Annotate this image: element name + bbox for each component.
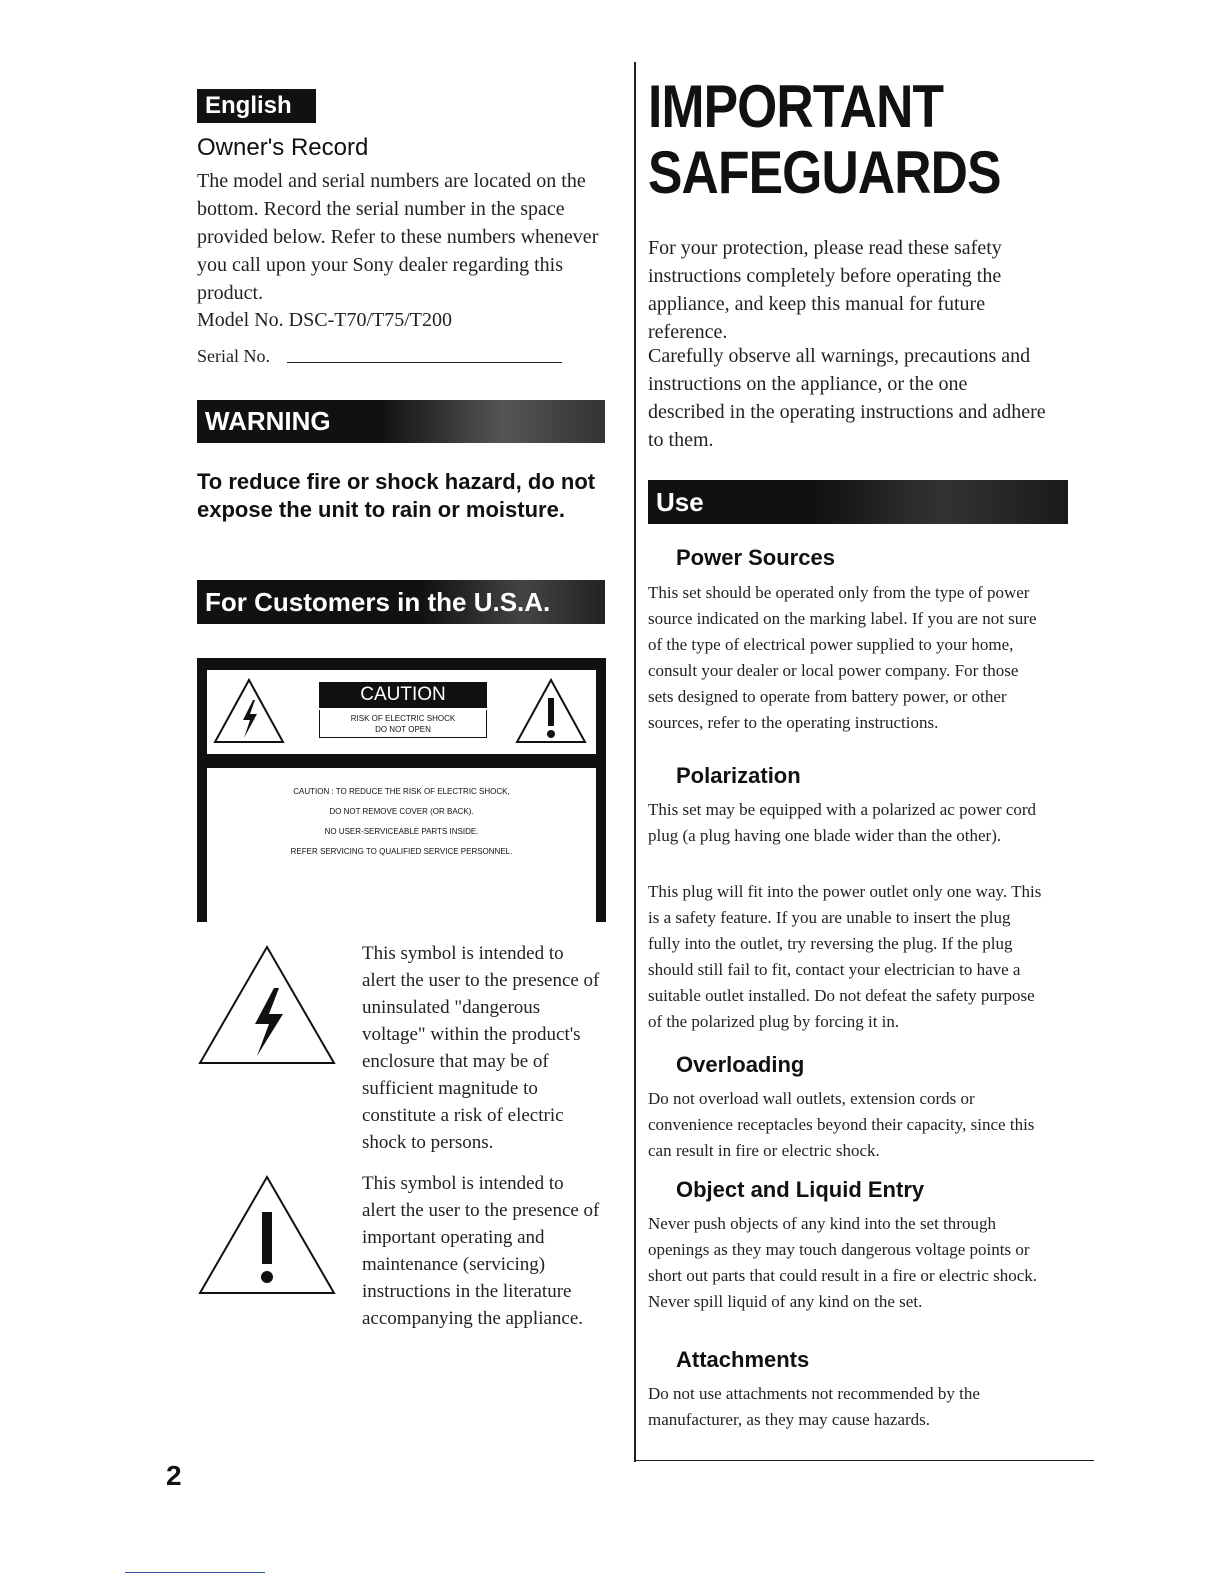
use-tag-label: Use xyxy=(656,486,704,517)
column-divider xyxy=(634,62,636,1462)
exclamation-triangle-icon xyxy=(197,1174,337,1296)
section-heading-polarization: Polarization xyxy=(676,763,801,788)
section-body-polarization-2: This plug will fit into the power outlet only one way. This is a safety feature. If you are unable to insert the plug fully into the outlet, try reversing the plug. If the plug should still fail to fit, contact your electrician to have a suitable outlet installed. Do not defeat the safety purpose of the polarized plug by forcing it in. xyxy=(648,882,1042,1031)
warning-tag xyxy=(197,400,605,443)
serial-blank-line xyxy=(287,362,562,363)
section-body-power-sources: This set should be operated only from the type of power source indicated on the marking label. If you are not sure of the type of electrical power supplied to your home, consult your dealer or local power company. For those sets designed to operate from battery power, or other sources, refer to the operating instructions. xyxy=(648,583,1037,732)
model-number: Model No. DSC-T70/T75/T200 xyxy=(197,309,452,331)
caution-sub xyxy=(319,710,487,738)
caution-note: NO USER-SERVICEABLE PARTS INSIDE. xyxy=(324,827,479,836)
caution-label-box xyxy=(197,658,606,922)
caution-notes xyxy=(207,768,596,922)
caution-note: REFER SERVICING TO QUALIFIED SERVICE PERSONNEL. xyxy=(290,847,513,856)
title-line1: IMPORTANT xyxy=(648,73,944,140)
intro-paragraph-1: For your protection, please read these safety instructions completely before operating the appliance, and keep this manual for future reference. xyxy=(648,237,1002,343)
title-line2: SAFEGUARDS xyxy=(648,139,1001,206)
usa-tag-label: For Customers in the U.S.A. xyxy=(205,586,551,617)
exclamation-triangle-icon xyxy=(515,676,587,746)
intro-paragraph-2: Carefully observe all warnings, precautions and instructions on the appliance, or the one described in the operating instructions and adhere to them. xyxy=(648,345,1046,451)
language-tag-label: English xyxy=(205,92,292,119)
section-body-overloading: Do not overload wall outlets, extension cords or convenience receptacles beyond their capacity, since this can result in fire or electric shock. xyxy=(648,1089,1035,1160)
caution-note: CAUTION : TO REDUCE THE RISK OF ELECTRIC SHOCK, xyxy=(293,787,510,796)
footer-underline xyxy=(125,1572,265,1573)
lightning-triangle-icon xyxy=(213,676,285,746)
caution-note: DO NOT REMOVE COVER (OR BACK). xyxy=(329,807,474,816)
caution-sub-line1: RISK OF ELECTRIC SHOCK xyxy=(350,714,456,723)
section-heading-power-sources: Power Sources xyxy=(676,545,835,570)
section-body-polarization: This set may be equipped with a polarized ac power cord plug (a plug having one blade wider than the other). xyxy=(648,800,1037,845)
warning-tag-label: WARNING xyxy=(205,406,331,436)
warning-text: To reduce fire or shock hazard, do not expose the unit to rain or moisture. xyxy=(197,469,596,522)
bottom-rule xyxy=(634,1460,1094,1461)
section-heading-attachments: Attachments xyxy=(676,1347,810,1372)
owners-record-text: The model and serial numbers are located on the bottom. Record the serial number in the space provided below. Refer to these numbers whenever you call upon your Sony dealer regarding this product. xyxy=(197,170,599,304)
symbol1-text: This symbol is intended to alert the user to the presence of uninsulated "dangerous voltage" within the product's enclosure that may be of sufficient magnitude to constitute a risk of electric shock to persons. xyxy=(362,943,600,1153)
symbol2-text: This symbol is intended to alert the user to the presence of important operating and maintenance (servicing) instructions in the literature accompanying the appliance. xyxy=(362,1173,600,1329)
owners-record-heading: Owner's Record xyxy=(197,134,369,161)
caution-label: CAUTION xyxy=(319,682,487,708)
usa-tag xyxy=(197,580,605,624)
caution-top-panel xyxy=(207,670,596,754)
use-tag xyxy=(648,480,1068,524)
caution-sub-line2: DO NOT OPEN xyxy=(375,725,431,734)
page-title xyxy=(648,74,1001,206)
lightning-triangle-icon xyxy=(197,944,337,1066)
section-body-attachments: Do not use attachments not recommended by the manufacturer, as they may cause hazards. xyxy=(648,1384,980,1429)
serial-label: Serial No. xyxy=(197,346,270,366)
section-heading-overloading: Overloading xyxy=(676,1052,805,1077)
language-tag xyxy=(197,89,316,123)
section-body-object-liquid-entry: Never push objects of any kind into the set through openings as they may touch dangerous voltage points or short out parts that could result in a fire or electric shock. Never spill liquid of any kind on the set. xyxy=(648,1214,1037,1311)
serial-number-row xyxy=(197,342,567,368)
page-number: 2 xyxy=(166,1460,182,1491)
section-heading-object-liquid-entry: Object and Liquid Entry xyxy=(676,1177,925,1202)
